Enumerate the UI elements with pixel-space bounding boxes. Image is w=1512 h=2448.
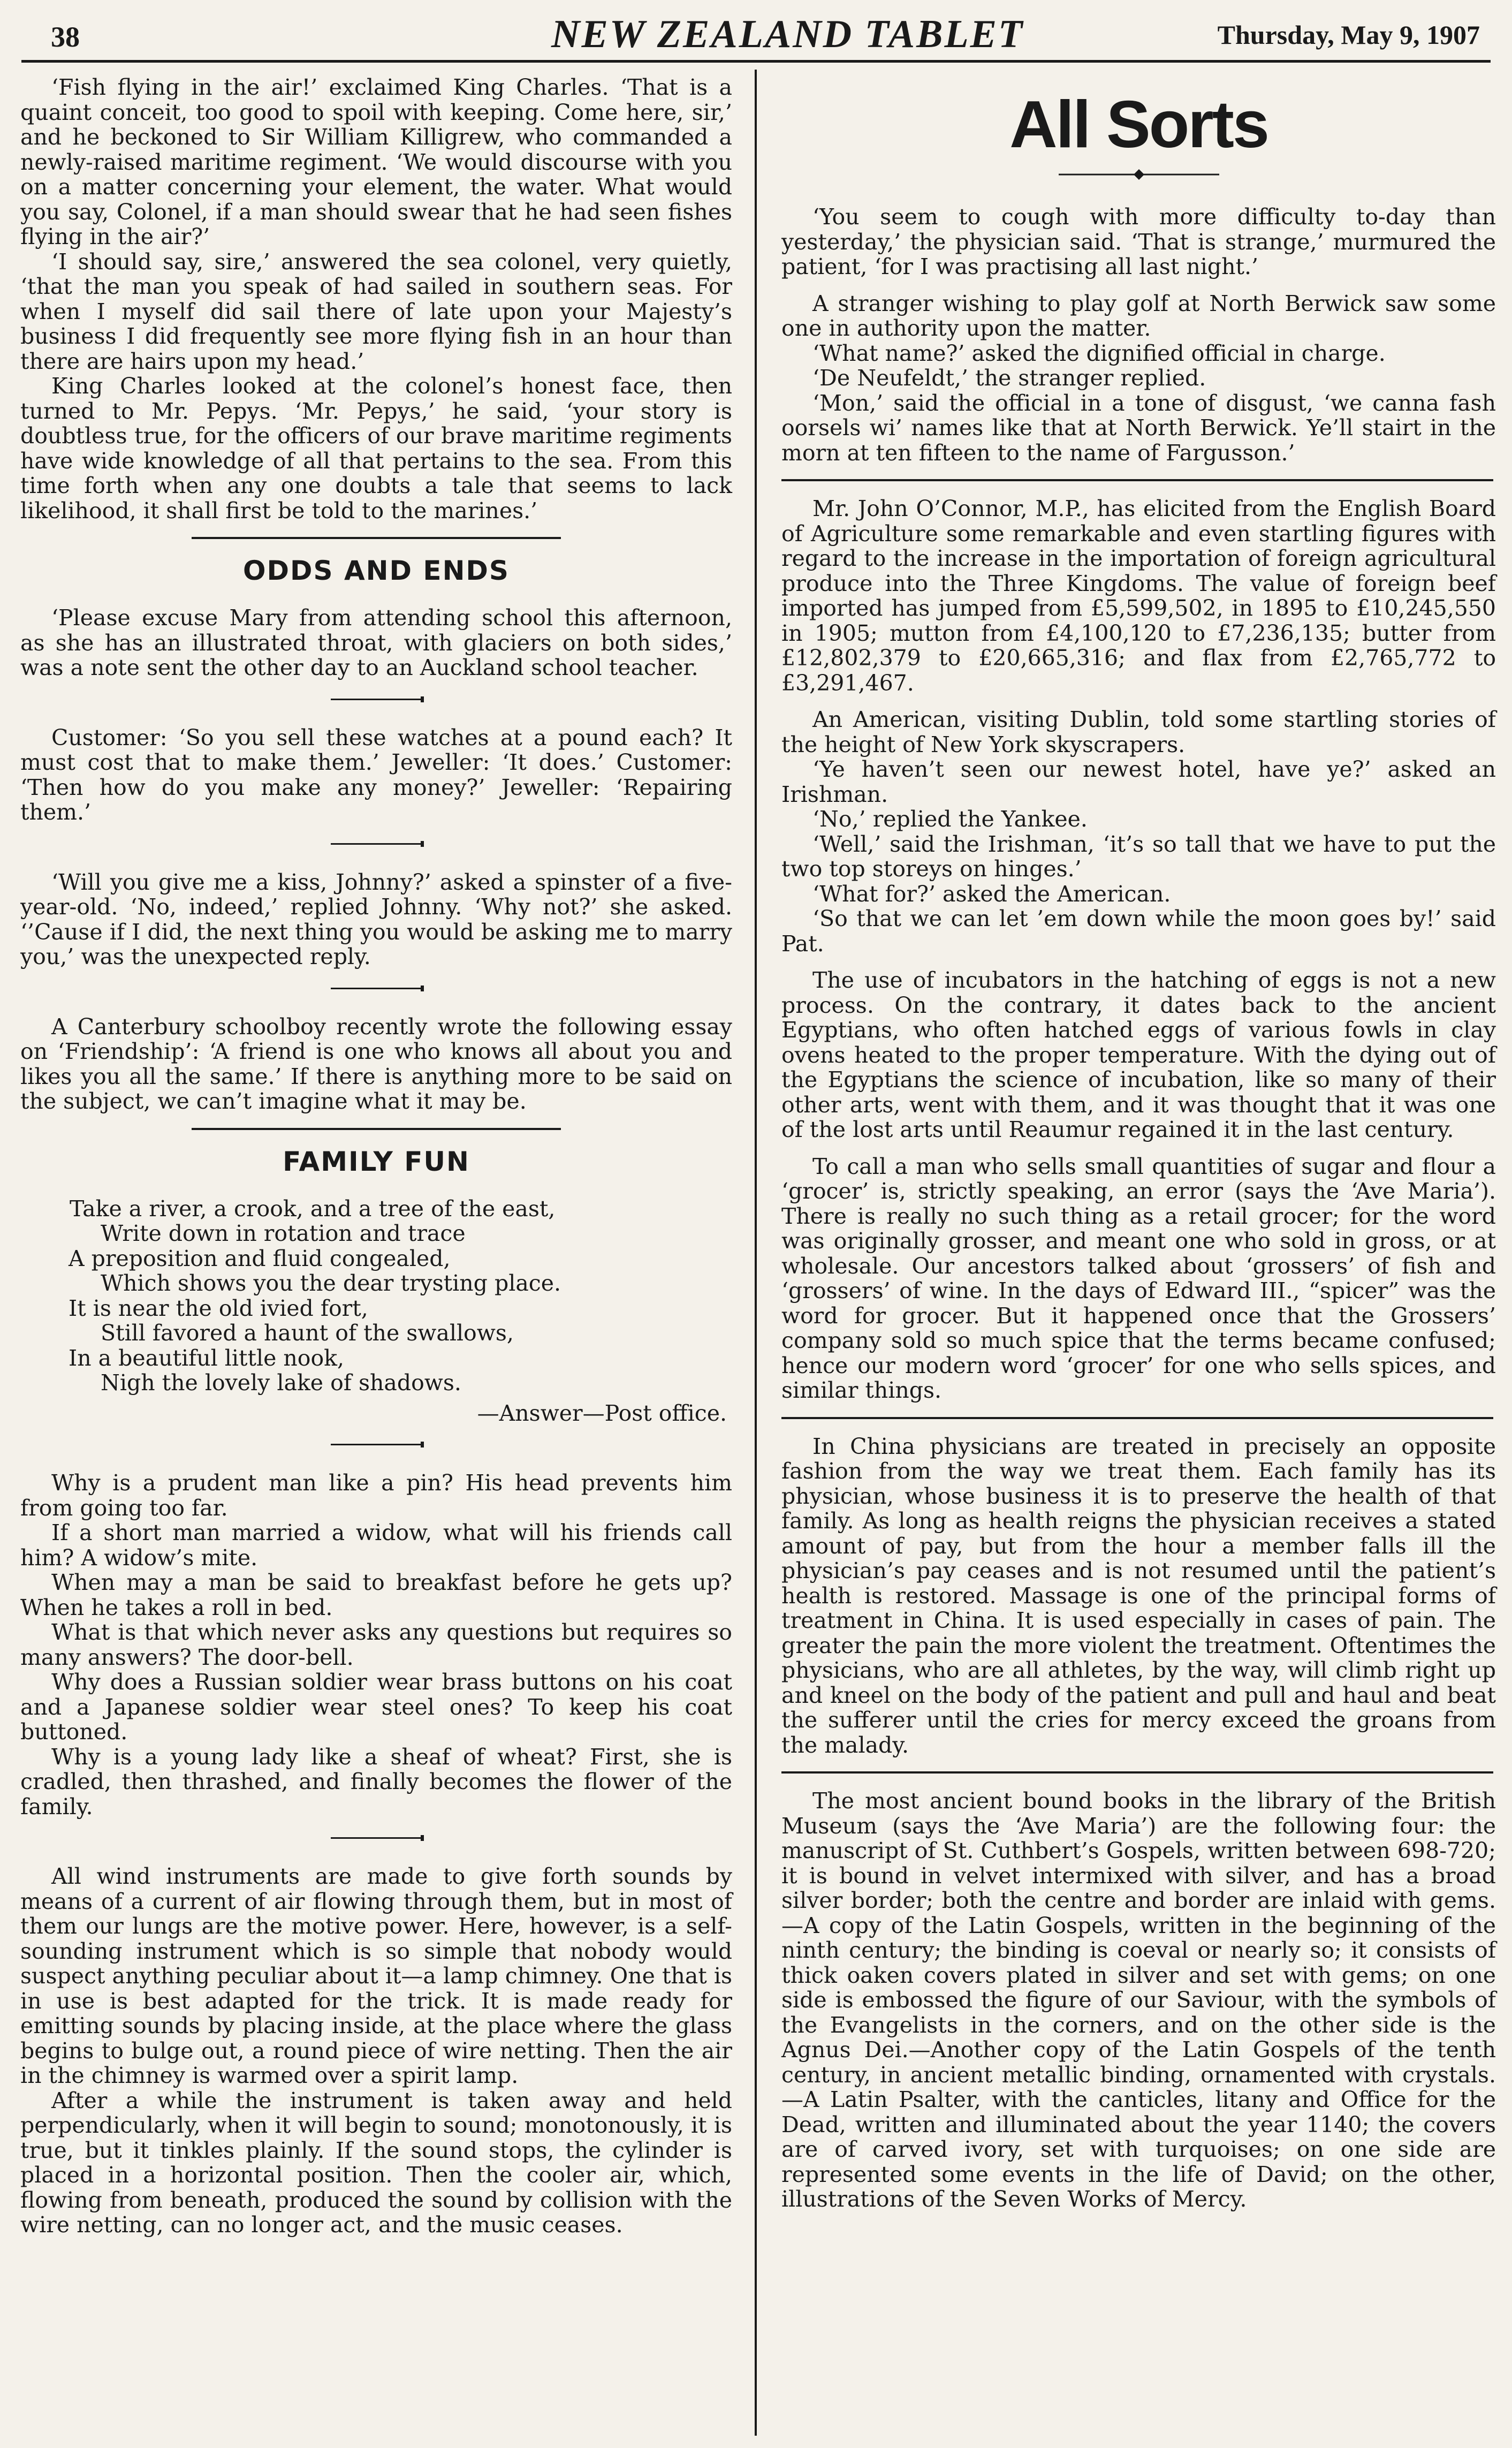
section-rule <box>192 1128 561 1130</box>
article-paragraph: ‘Will you give me a kiss, Johnny?’ asked a spinster of a five-year-old. ‘No, indeed,’ replied Johnny. ‘Why not?’ she asked. ‘’Cause if I did, the next thing you would be asking me to marry you,’ was the unexpected reply. <box>20 869 732 969</box>
right-column <box>781 75 1496 2212</box>
article-paragraph: King Charles looked at the colonel’s honest face, then turned to Mr. Pepys. ‘Mr. Pepys,’ he said, ‘your story is doubtless true, for the officers of our brave maritime regiments have wide knowledge of all that pertains to the sea. From this time forth when any one doubts a tale that seems to lack likelihood, it shall first be told to the marines.’ <box>20 373 732 524</box>
article-paragraph: In China physicians are treated in precisely an opposite fashion from the way we treat them. Each family has its physician, whose business it is to preserve the health of that family. As long as health reigns the physician receives a stated amount of pay, but from the hour a member falls ill the physician’s pay ceases and is not resumed until the patient’s health is restored. Massage is one of the principal forms of treatment in China. It is used especially in cases of pain. The greater the pain the more violent the treatment. Oftentimes the physicians, who are all athletes, by the way, will climb right up and kneel on the body of the patient and pull and haul and beat the sufferer until the cries for mercy exceed the groans from the malady. <box>781 1433 1496 1758</box>
section-title-odds: ODDS AND ENDS <box>243 555 510 586</box>
article-paragraph: The most ancient bound books in the library of the British Museum (says the ‘Ave Maria’) are the following four: the manuscript of St. Cuthbert’s Gospels, written between 698-720; it is bound in velvet intermixed with silver, and has a broad silver border; both the centre and border are inlaid with gems.—A copy of the Latin Gospels, written in the beginning of the ninth century; the binding is coeval or nearly so; it consists of thick oaken covers plated in silver and set with gems; on one side is embossed the figure of our Saviour, with the symbols of the Evangelists in the corners, and on the other side is the Agnus Dei.—Another copy of the Latin Gospels of the tenth century, in ancient metallic binding, ornamented with crystals.—A Latin Psalter, with the canticles, litany and Office for the Dead, written and illuminated about the year 1140; the covers are of carved ivory, set with turquoises; on one side are represented some events in the life of David; on the other, illustrations of the Seven Works of Mercy. <box>781 1788 1496 2212</box>
article-paragraph: A stranger wishing to play golf at North Berwick saw some one in authority upon the matter. <box>781 290 1496 341</box>
article-paragraph: After a while the instrument is taken away and held perpendicularly, when it will begin to sound; monotonously, it is true, but it tinkles plainly. If the sound stops, the cylinder is placed in a horizontal position. Then the cooler air, which, flowing from beneath, produced the sound by collision with the wire netting, can no longer act, and the music ceases. <box>20 2087 732 2238</box>
article-paragraph: ‘You seem to cough with more difficulty to-day than yesterday,’ the physician said. ‘That is strange,’ murmured the patient, ‘for I was practising all last night.’ <box>781 204 1496 279</box>
poem-line: In a beautiful little nook, <box>69 1345 345 1371</box>
section-rule <box>781 1771 1493 1774</box>
article-paragraph: The use of incubators in the hatching of eggs is not a new process. On the contrary, it dates back to the ancient Egyptians, who often hatched eggs of various fowls in clay ovens heated to the proper temperature. With the dying out of the Egyptians the science of incubation, like so many of their other arts, went with them, and it was thought that it was one of the lost arts until Reaumur regained it in the last century. <box>781 967 1496 1142</box>
issue-date: Thursday, May 9, 1907 <box>1217 20 1480 50</box>
riddle: When may a man be said to breakfast before he gets up? When he takes a roll in bed. <box>20 1570 732 1620</box>
article-paragraph: All wind instruments are made to give forth sounds by means of a current of air flowing through them, but in most of them our lungs are the motive power. Here, however, is a self-sounding instrument which is so simple that nobody would suspect anything peculiar about it—a lamp chimney. One that is in use is best adapted for the trick. It is made ready for emitting sounds by placing inside, at the place where the glass begins to bulge out, a round piece of wire netting. Then the air in the chimney is warmed over a spirit lamp. <box>20 1863 732 2088</box>
section-rule <box>781 479 1493 481</box>
poem-answer: —Answer—Post office. <box>477 1400 727 1426</box>
article-paragraph: ‘No,’ replied the Yankee. <box>812 806 1088 832</box>
ornament-rule-icon <box>1059 168 1219 181</box>
article-paragraph: ‘Mon,’ said the official in a tone of disgust, ‘we canna fash oorsels wi’ names like that at North Berwick. Ye’ll stairt in the morn at ten fifteen to the name of Fargusson.’ <box>781 390 1496 466</box>
riddle: Why is a young lady like a sheaf of wheat? First, she is cradled, then thrashed, and finally becomes the flower of the family. <box>20 1744 732 1820</box>
article-paragraph: ‘Fish flying in the air!’ exclaimed King Charles. ‘That is a quaint conceit, too good to spoil with keeping. Come here, sir,’ and he beckoned to Sir William Killigrew, who commanded a newly-raised maritime regiment. ‘We would discourse with you on a matter concerning your element, the water. What would you say, Colonel, if a man should swear that he had seen fishes flying in the air?’ <box>20 74 732 249</box>
poem-line: It is near the old ivied fort, <box>69 1295 368 1321</box>
poem-line: Still favored a haunt of the swallows, <box>101 1320 514 1346</box>
riddle: If a short man married a widow, what will his friends call him? A widow’s mite. <box>20 1520 732 1571</box>
article-paragraph: ‘So that we can let ’em down while the moon goes by!’ said Pat. <box>781 906 1496 957</box>
article-paragraph: To call a man who sells small quantities of sugar and flour a ‘grocer’ is, strictly speaking, an error (says the ‘Ave Maria’). There is really no such thing as a retail grocer; for the word was originally grosser, and meant one who sold in gross, or at wholesale. Our ancestors talked about ‘grossers’ of fish and ‘grossers’ of wine. In the days of Edward III., “spicer” was the word for grocer. But it happened once that the Grossers’ company sold so much spice that the terms became confused; hence our modern word ‘grocer’ for one who sells spices, and similar things. <box>781 1153 1496 1403</box>
riddle: Why is a prudent man like a pin? His head prevents him from going too far. <box>20 1470 732 1521</box>
article-paragraph: ‘What name?’ asked the dignified official in charge. <box>812 340 1386 366</box>
article-paragraph: ‘I should say, sire,’ answered the sea colonel, very quietly, ‘that the man you speak of had sailed in southern seas. For when I myself did sail there of late upon your Majesty’s business I did frequently see more flying fish in an hour than there are hairs upon my head.’ <box>20 248 732 374</box>
item-separator <box>331 1442 422 1447</box>
poem-line: Write down in rotation and trace <box>101 1221 466 1246</box>
article-paragraph: ‘Ye haven’t seen our newest hotel, have ye?’ asked an Irishman. <box>781 756 1496 807</box>
item-separator <box>331 841 422 846</box>
section-title-all-sorts: All Sorts <box>1009 88 1268 162</box>
poem-line: Nigh the lovely lake of shadows. <box>101 1370 461 1396</box>
riddle: What is that which never asks any questions but requires so many answers? The door-bell. <box>20 1619 732 1670</box>
article-paragraph: An American, visiting Dublin, told some startling stories of the height of New York skyscrapers. <box>781 707 1496 757</box>
section-rule <box>192 537 561 539</box>
article-paragraph: ‘Well,’ said the Irishman, ‘it’s so tall that we have to put the two top storeys on hinges.’ <box>781 831 1496 882</box>
page-header <box>21 11 1491 63</box>
section-title-family: FAMILY FUN <box>283 1146 470 1177</box>
page-number: 38 <box>51 21 80 53</box>
poem-line: Which shows you the dear trysting place. <box>101 1270 561 1296</box>
article-paragraph: Mr. John O’Connor, M.P., has elicited from the English Board of Agriculture some remarkable and even startling figures with regard to the increase in the importation of foreign agricultural produce into the Three Kingdoms. The value of foreign beef imported has jumped from £5,599,502, in 1895 to £10,245,550 in 1905; mutton from £4,100,120 to £7,236,135; butter from £12,802,379 to £20,665,316; and flax from £2,765,772 to £3,291,467. <box>781 496 1496 696</box>
article-paragraph: ‘What for?’ asked the American. <box>812 881 1171 907</box>
article-paragraph: Customer: ‘So you sell these watches at a pound each? It must cost that to make them.’ Jeweller: ‘It does.’ Customer: ‘Then how do you make any money?’ Jeweller: ‘Repairing them.’ <box>20 724 732 825</box>
riddle-poem <box>20 1196 732 1396</box>
poem-line: Take a river, a crook, and a tree of the east, <box>70 1195 556 1222</box>
left-column <box>20 75 732 2238</box>
article-paragraph: ‘De Neufeldt,’ the stranger replied. <box>812 365 1206 391</box>
item-separator <box>331 986 422 991</box>
item-separator <box>331 1835 422 1840</box>
article-paragraph: ‘Please excuse Mary from attending school this afternoon, as she has an illustrated throat, with glaciers on both sides,’ was a note sent the other day to an Auckland school teacher. <box>20 605 732 680</box>
masthead: NEW ZEALAND TABLET <box>551 12 1024 56</box>
section-rule <box>781 1417 1493 1419</box>
article-paragraph: A Canterbury schoolboy recently wrote the following essay on ‘Friendship’: ‘A friend is one who knows all about you and likes you all the same.’ If there is anything more to be said on the subject, we can’t imagine what it may be. <box>20 1013 732 1114</box>
riddle: Why does a Russian soldier wear brass buttons on his coat and a Japanese soldier wear steel ones? To keep his coat buttoned. <box>20 1669 732 1745</box>
column-divider <box>755 70 757 2436</box>
item-separator <box>331 696 422 702</box>
poem-line: A preposition and fluid congealed, <box>69 1245 451 1271</box>
